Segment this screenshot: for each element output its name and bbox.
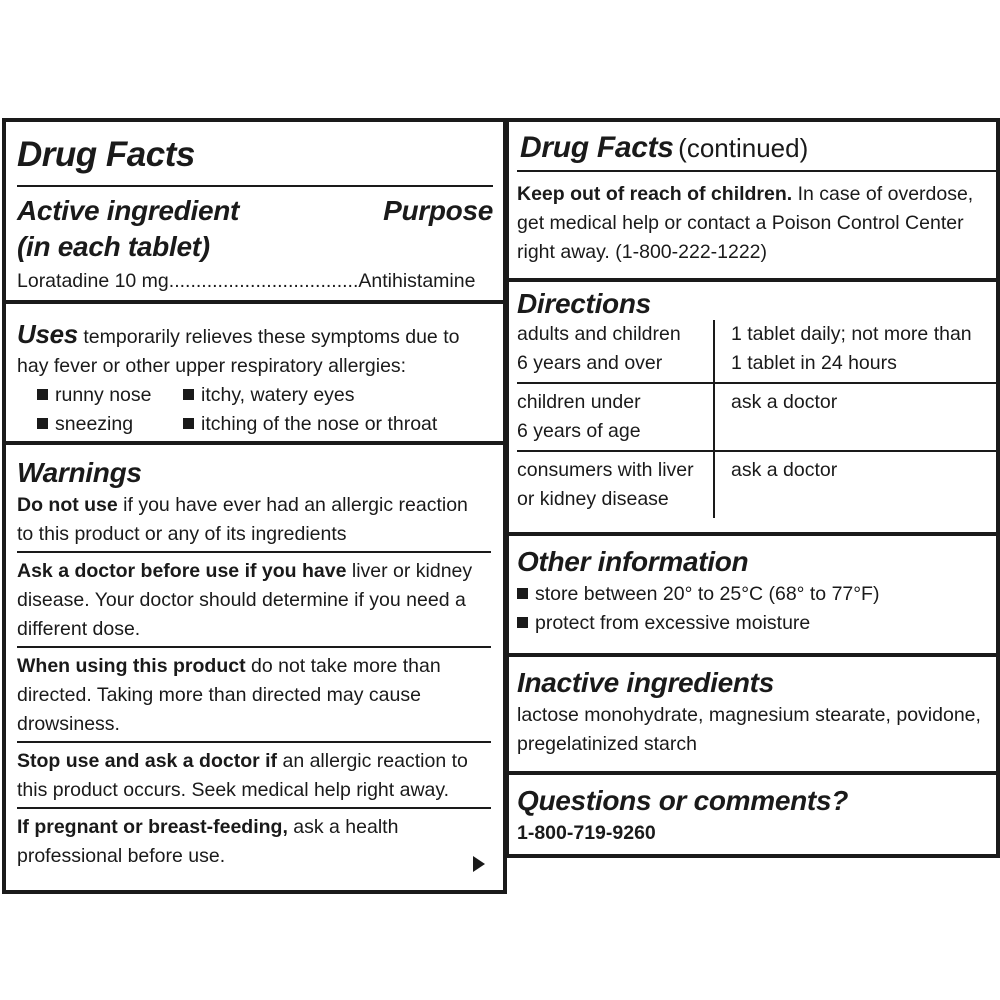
when-using-text-2: directed. Taking more than directed may cause: [17, 684, 421, 706]
when-using-label: When using this product: [17, 655, 246, 677]
stop-use-text: an allergic reaction to: [282, 750, 468, 772]
do-not-use-text-2: to this product or any of its ingredients: [17, 523, 347, 545]
ask-doctor-text-3: different dose.: [17, 618, 141, 640]
directions-table: [517, 320, 996, 518]
keep-out-label: Keep out of reach of children.: [517, 183, 793, 205]
inactive-ingredients-heading: Inactive ingredients: [517, 667, 774, 698]
keep-out-section: [509, 172, 996, 282]
questions-heading: Questions or comments?: [517, 785, 849, 816]
questions-section: [509, 775, 996, 848]
bullet-square-icon: [37, 389, 48, 400]
use-bullet: sneezing: [37, 410, 183, 439]
purpose-heading: Purpose: [383, 195, 493, 226]
keep-out-text-3: right away. (1-800-222-1222): [517, 241, 768, 263]
keep-out-text-2: get medical help or contact a Poison Control Center: [517, 212, 964, 234]
pregnant-text: ask a health: [293, 816, 399, 838]
questions-phone: 1-800-719-9260: [517, 822, 656, 844]
directions-row: adults and children 6 years and over 1 tablet daily; not more than 1 tablet in 24 hours: [517, 320, 996, 384]
inactive-ingredients-text-2: pregelatinized starch: [517, 733, 697, 755]
inactive-ingredients-text: lactose monohydrate, magnesium stearate, povidone,: [517, 704, 981, 726]
drug-facts-left-panel: [2, 118, 507, 894]
directions-heading: Directions: [517, 288, 651, 319]
other-info-section: [509, 536, 996, 657]
ingredient-line: Loratadine 10 mg...................................Antihistamine: [17, 270, 476, 292]
active-ingredient-heading: Active ingredient: [17, 195, 240, 226]
ask-doctor-label: Ask a doctor before use if you have: [17, 560, 347, 582]
drug-facts-right-panel: [505, 118, 1000, 858]
other-info-heading: Other information: [517, 546, 749, 577]
bullet-square-icon: [37, 418, 48, 429]
directions-row: children under 6 years of age ask a doctor: [517, 384, 996, 452]
directions-row: consumers with liver or kidney disease ask a doctor: [517, 452, 996, 518]
stop-use-text-2: this product occurs. Seek medical help right away.: [17, 779, 450, 801]
use-bullet: runny nose: [37, 381, 183, 410]
use-bullet: itching of the nose or throat: [183, 410, 437, 439]
bullet-square-icon: [517, 588, 528, 599]
uses-section: [6, 304, 503, 445]
when-using-text-3: drowsiness.: [17, 713, 120, 735]
pregnant-text-2: professional before use.: [17, 845, 226, 867]
warnings-section: [6, 445, 503, 871]
bullet-square-icon: [183, 418, 194, 429]
other-info-bullet: protect from excessive moisture: [517, 609, 986, 638]
when-using-text: do not take more than: [251, 655, 441, 677]
stop-use-label: Stop use and ask a doctor if: [17, 750, 278, 772]
other-info-bullet: store between 20° to 25°C (68° to 77°F): [517, 580, 986, 609]
ask-doctor-text-2: disease. Your doctor should determine if you need a: [17, 589, 466, 611]
bullet-square-icon: [517, 617, 528, 628]
pregnant-label: If pregnant or breast-feeding,: [17, 816, 288, 838]
continued-title: Drug Facts: [520, 131, 674, 164]
continued-title-section: [509, 122, 996, 170]
inactive-ingredients-section: [509, 657, 996, 775]
active-ingredient-subheading: (in each tablet): [17, 231, 210, 262]
active-ingredient-section: [6, 187, 503, 304]
use-bullet: itchy, watery eyes: [183, 381, 355, 410]
warnings-heading: Warnings: [17, 457, 142, 488]
ask-doctor-text: liver or kidney: [351, 560, 473, 582]
uses-text-line1: temporarily relieves these symptoms due to: [83, 326, 460, 348]
keep-out-text: In case of overdose,: [797, 183, 974, 205]
drug-facts-title: Drug Facts: [17, 135, 195, 174]
do-not-use-text: if you have ever had an allergic reaction: [123, 494, 468, 516]
uses-heading: Uses: [17, 319, 78, 349]
bullet-square-icon: [183, 389, 194, 400]
continue-arrow-icon: [473, 856, 485, 872]
uses-text-line2: hay fever or other upper respiratory allergies:: [17, 355, 407, 377]
directions-section: [509, 282, 996, 536]
drug-facts-title-section: [6, 122, 503, 185]
continued-suffix: (continued): [678, 133, 809, 163]
do-not-use-label: Do not use: [17, 494, 118, 516]
